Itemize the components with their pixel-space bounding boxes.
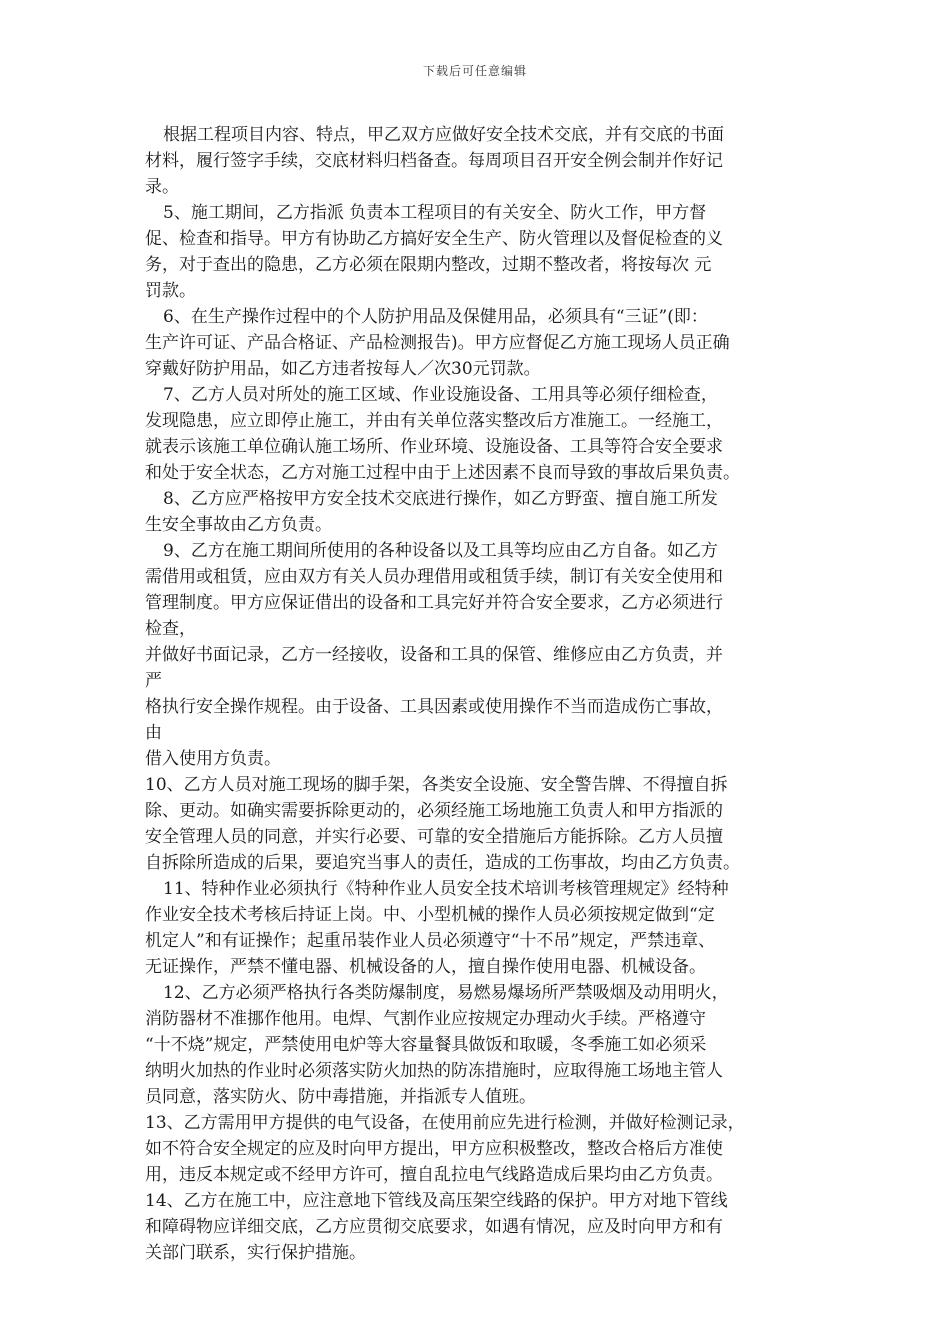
- text-line: 纳明火加热的作业时必须落实防火加热的防冻措施时，应取得施工场地主管人: [145, 1061, 723, 1081]
- clause-13-line: 13、乙方需用甲方提供的电气设备，在使用前应先进行检测，并做好检测记录，: [145, 1113, 745, 1133]
- text-line: 生安全事故由乙方负责。: [145, 515, 332, 535]
- text-line: 务，对于查出的隐患，乙方必须在限期内整改，过期不整改者，将按每次 元: [145, 255, 712, 275]
- page-header: 下载后可任意编辑: [422, 64, 527, 78]
- text-line: 借入使用方负责。: [145, 749, 281, 769]
- document-body: [145, 122, 813, 1266]
- text-line: 穿戴好防护用品，如乙方违者按每人／次30元罚款。: [145, 359, 541, 379]
- text-line: “十不烧”规定，严禁使用电炉等大容量餐具做饭和取暖，冬季施工如必须采: [145, 1035, 707, 1055]
- text-line: 员同意，落实防火、防中毒措施，并指派专人值班。: [145, 1087, 536, 1107]
- text-line: 并做好书面记录，乙方一经接收，设备和工具的保管、维修应由乙方负责，并: [145, 645, 723, 665]
- text-line: 促、检查和指导。甲方有协助乙方搞好安全生产、防火管理以及督促检查的义: [145, 229, 723, 249]
- text-line: 无证操作，严禁不懂电器、机械设备的人，擅自操作使用电器、机械设备。: [145, 957, 706, 977]
- clause-7-line: 7、乙方人员对所处的施工区域、作业设施设备、工用具等必须仔细检查，: [163, 385, 718, 405]
- text-line: 录。: [145, 177, 179, 197]
- text-line: 用，违反本规定或不经甲方许可，擅自乱拉电气线路造成后果均由乙方负责。: [145, 1165, 723, 1185]
- text-line: 由: [145, 723, 162, 743]
- text-line: 安全管理人员的同意，并实行必要、可靠的安全措施后方能拆除。乙方人员擅: [145, 827, 723, 847]
- clause-11-line: 11、特种作业必须执行《特种作业人员安全技术培训考核管理规定》经特种: [163, 879, 729, 899]
- clause-12-line: 12、乙方必须严格执行各类防爆制度，易燃易爆场所严禁吸烟及动用明火，: [163, 983, 729, 1003]
- text-line: 机定人”和有证操作；起重吊装作业人员必须遵守“十不吊”规定，严禁违章、: [145, 931, 716, 951]
- text-line: 自拆除所造成的后果，要追究当事人的责任，造成的工伤事故，均由乙方负责。: [145, 853, 740, 873]
- text-line: 就表示该施工单位确认施工场所、作业环境、设施设备、工具等符合安全要求: [145, 437, 723, 457]
- text-line: 格执行安全操作规程。由于设备、工具因素或使用操作不当而造成伤亡事故，: [145, 697, 723, 717]
- clause-8-line: 8、乙方应严格按甲方安全技术交底进行操作，如乙方野蛮、擅自施工所发: [163, 489, 718, 509]
- text-line: 根据工程项目内容、特点，甲乙双方应做好安全技术交底，并有交底的书面: [163, 125, 724, 145]
- text-line: 和障碍物应详细交底，乙方应贯彻交底要求，如遇有情况，应及时向甲方和有: [145, 1217, 723, 1237]
- clause-14-line: 14、乙方在施工中，应注意地下管线及高压架空线路的保护。甲方对地下管线: [145, 1191, 728, 1211]
- text-line: 作业安全技术考核后持证上岗。中、小型机械的操作人员必须按规定做到“定: [145, 905, 715, 925]
- clause-9-line: 9、乙方在施工期间所使用的各种设备以及工具等均应由乙方自备。如乙方: [163, 541, 718, 561]
- text-line: 和处于安全状态，乙方对施工过程中由于上述因素不良而导致的事故后果负责。: [145, 463, 740, 483]
- text-line: 生产许可证、产品合格证、产品检测报告)。甲方应督促乙方施工现场人员正确: [145, 333, 730, 353]
- text-line: 严: [145, 671, 162, 691]
- text-line: 材料，履行签字手续，交底材料归档备查。每周项目召开安全例会制并作好记: [145, 151, 723, 171]
- text-line: 检查，: [145, 619, 196, 639]
- text-line: 发现隐患，应立即停止施工，并由有关单位落实整改后方准施工。一经施工，: [145, 411, 723, 431]
- text-line: 需借用或租赁，应由双方有关人员办理借用或租赁手续，制订有关安全使用和: [145, 567, 723, 587]
- text-line: 除、更动。如确实需要拆除更动的，必须经施工场地施工负责人和甲方指派的: [145, 801, 723, 821]
- text-line: 管理制度。甲方应保证借出的设备和工具完好并符合安全要求，乙方必须进行: [145, 593, 723, 613]
- text-line: 如不符合安全规定的应及时向甲方提出，甲方应积极整改，整改合格后方准使: [145, 1139, 723, 1159]
- clause-5-line: 5、施工期间，乙方指派 负责本工程项目的有关安全、防火工作，甲方督: [163, 203, 707, 223]
- text-line: 消防器材不准挪作他用。电焊、气割作业应按规定办理动火手续。严格遵守: [145, 1009, 706, 1029]
- clause-6-line: 6、在生产操作过程中的个人防护用品及保健用品，必须具有“三证”(即：: [163, 307, 708, 327]
- text-line: 关部门联系，实行保护措施。: [145, 1243, 366, 1263]
- text-line: 罚款。: [145, 281, 196, 301]
- clause-10-line: 10、乙方人员对施工现场的脚手架，各类安全设施、安全警告牌、不得擅自拆: [145, 775, 728, 795]
